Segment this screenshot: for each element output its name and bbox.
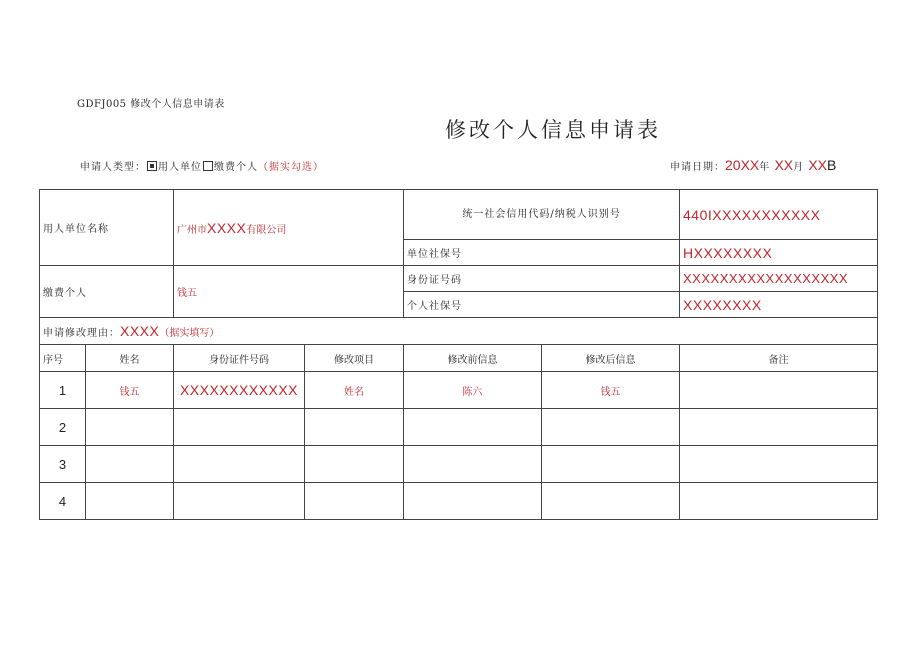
applicant-type: [80, 158, 324, 173]
row-note: [680, 446, 878, 483]
row-item: [305, 409, 404, 446]
reason-value: XXXX: [120, 323, 160, 339]
row-no: 2: [40, 409, 86, 446]
header-id: 身份证件号码: [174, 345, 305, 372]
row-after: 钱五: [542, 372, 680, 409]
date-month: XX: [774, 157, 794, 173]
form-code: GDFJ005 修改个人信息申请表: [77, 99, 225, 110]
applicant-type-label: 申请人类型：: [80, 162, 146, 173]
reason-label: 申请修改理由：: [43, 328, 120, 339]
header-note: 备注: [680, 345, 878, 372]
form-title: 修改个人信息申请表: [445, 118, 661, 142]
unit-name-value: [174, 190, 404, 266]
row-before: 陈六: [404, 372, 542, 409]
option-unit-label: 用人单位: [158, 162, 202, 173]
unit-name-prefix: 广州市: [177, 224, 207, 236]
row-after: [542, 446, 680, 483]
unit-social-label: 单位社保号: [404, 240, 680, 266]
header-name: 姓名: [86, 345, 174, 372]
person-social-value: XXXXXXXX: [680, 292, 878, 318]
id-value: XXXXXXXXXXXXXXXXXX: [680, 266, 878, 292]
row-name: [86, 409, 174, 446]
reason-hint: （据实填写）: [159, 328, 220, 339]
row-no: 1: [40, 372, 86, 409]
row-item: [305, 483, 404, 520]
header-before: 修改前信息: [404, 345, 542, 372]
id-label: 身份证号码: [404, 266, 680, 292]
date-label: 申请日期：: [670, 162, 725, 173]
unit-social-value: HXXXXXXXX: [680, 240, 878, 266]
row-after: [542, 409, 680, 446]
application-table: [39, 189, 878, 520]
row-id: [174, 483, 305, 520]
table-row: [40, 483, 878, 520]
header-after: 修改后信息: [542, 345, 680, 372]
row-no: 3: [40, 446, 86, 483]
header-item: 修改项目: [305, 345, 404, 372]
date-day-unit: B: [827, 157, 837, 173]
row-id: XXXXXXXXXXXX: [174, 372, 305, 409]
table-row: [40, 409, 878, 446]
unit-name-suffix: 有限公司: [246, 224, 287, 236]
row-before: [404, 483, 542, 520]
row-note: [680, 409, 878, 446]
row-name: [86, 446, 174, 483]
header-no: 序号: [40, 345, 86, 372]
reason-row: [40, 318, 878, 345]
date-year-unit: 年: [759, 162, 771, 173]
row-before: [404, 446, 542, 483]
row-note: [680, 372, 878, 409]
table-row: [40, 446, 878, 483]
row-item: [305, 446, 404, 483]
row-name: [86, 483, 174, 520]
unit-name-label: 用人单位名称: [40, 190, 174, 266]
date-month-unit: 月: [793, 162, 805, 173]
row-id: [174, 446, 305, 483]
row-note: [680, 483, 878, 520]
person-label: 缴费个人: [40, 266, 174, 318]
row-id: [174, 409, 305, 446]
row-after: [542, 483, 680, 520]
table-row: [40, 372, 878, 409]
apply-date: [670, 157, 836, 173]
checkbox-unit[interactable]: [147, 161, 157, 171]
date-year: 20XX: [725, 157, 760, 173]
person-value: 钱五: [174, 266, 404, 318]
row-item: 姓名: [305, 372, 404, 409]
credit-code-label: 统一社会信用代码/纳税人识别号: [404, 190, 680, 240]
row-name: 钱五: [86, 372, 174, 409]
row-no: 4: [40, 483, 86, 520]
credit-code-value: 440IXXXXXXXXXXX: [680, 190, 878, 240]
check-hint: （据实勾选）: [258, 162, 324, 173]
grid-header-row: [40, 345, 878, 372]
checkbox-person[interactable]: [203, 161, 213, 171]
row-before: [404, 409, 542, 446]
option-person-label: 缴费个人: [214, 162, 258, 173]
person-social-label: 个人社保号: [404, 292, 680, 318]
unit-name-mid: XXXX: [207, 219, 247, 236]
date-day: XX: [808, 157, 827, 173]
